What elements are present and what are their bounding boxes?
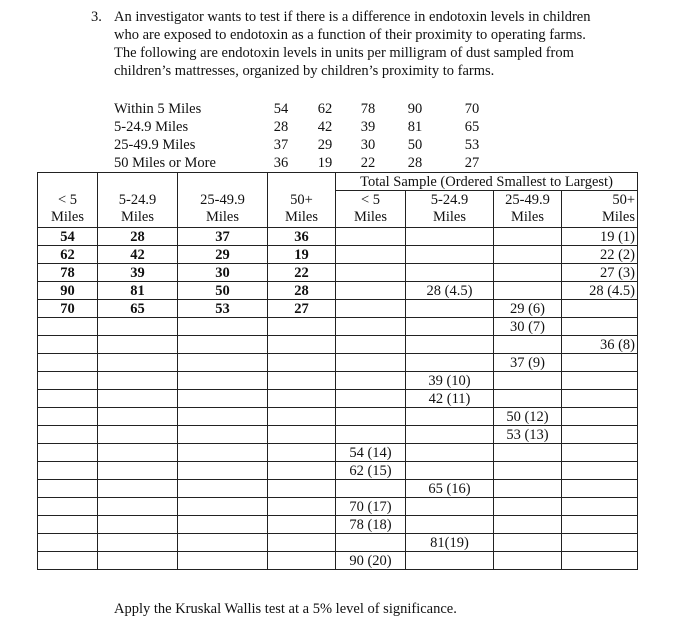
- table-cell: [38, 354, 98, 372]
- table-cell: [336, 318, 406, 336]
- summary-value: 30: [360, 137, 376, 153]
- table-cell: 29 (6): [494, 300, 562, 318]
- table-cell: [98, 552, 178, 570]
- table-cell: 53 (13): [494, 426, 562, 444]
- table-cell: [178, 390, 268, 408]
- table-cell: [268, 372, 336, 390]
- summary-value: 39: [360, 119, 376, 135]
- table-cell: [494, 552, 562, 570]
- table-row: [38, 498, 638, 516]
- table-cell: [38, 408, 98, 426]
- column-header: [98, 191, 178, 228]
- table-cell: [178, 426, 268, 444]
- table-cell: [336, 354, 406, 372]
- header-row: [38, 191, 638, 228]
- table-cell: [98, 516, 178, 534]
- column-header-line: 25-49.9: [200, 191, 245, 208]
- table-cell: [98, 372, 178, 390]
- summary-row-label: 5-24.9 Miles: [114, 119, 189, 135]
- table-cell: [98, 534, 178, 552]
- table-cell: [336, 408, 406, 426]
- table-cell: [38, 498, 98, 516]
- table-cell: [178, 516, 268, 534]
- table-cell: [178, 318, 268, 336]
- column-header-line: < 5: [57, 191, 78, 208]
- column-header-line: 50+: [290, 191, 313, 208]
- column-header: [38, 191, 98, 228]
- table-row: [38, 444, 638, 462]
- table-cell: 29: [178, 246, 268, 264]
- table-cell: [268, 552, 336, 570]
- table-cell: [562, 390, 638, 408]
- table-cell: [336, 246, 406, 264]
- table-cell: 90 (20): [336, 552, 406, 570]
- table-row: [38, 318, 638, 336]
- table-cell: 36 (8): [562, 336, 638, 354]
- question-text: [114, 8, 674, 80]
- summary-value: 70: [464, 101, 480, 117]
- table-cell: 50 (12): [494, 408, 562, 426]
- table-cell: [38, 480, 98, 498]
- table-cell: [494, 228, 562, 246]
- summary-value: 19: [317, 155, 333, 171]
- table-cell: [406, 246, 494, 264]
- table-cell: [406, 408, 494, 426]
- column-header-line: Miles: [120, 208, 155, 225]
- table-cell: 54 (14): [336, 444, 406, 462]
- summary-value: 37: [273, 137, 289, 153]
- table-cell: [562, 354, 638, 372]
- table-cell: [562, 426, 638, 444]
- table-cell: 27 (3): [562, 264, 638, 282]
- table-cell: [178, 462, 268, 480]
- summary-row-label: 50 Miles or More: [114, 155, 216, 171]
- column-header-line: Miles: [50, 208, 85, 225]
- table-cell: [494, 498, 562, 516]
- table-cell: [336, 282, 406, 300]
- table-cell: [562, 462, 638, 480]
- table-cell: [406, 318, 494, 336]
- table-cell: [268, 516, 336, 534]
- table-cell: [494, 390, 562, 408]
- summary-value: 54: [273, 101, 289, 117]
- table-cell: 65: [98, 300, 178, 318]
- table-row: [38, 480, 638, 498]
- column-header: [562, 191, 638, 228]
- column-header-line: Miles: [432, 209, 467, 225]
- table-cell: [406, 300, 494, 318]
- table-cell: [38, 444, 98, 462]
- table-cell: [178, 408, 268, 426]
- table-row: [38, 390, 638, 408]
- summary-value: 90: [407, 101, 423, 117]
- table-cell: [406, 228, 494, 246]
- table-cell: 36: [268, 228, 336, 246]
- summary-row-label: 25-49.9 Miles: [114, 137, 196, 153]
- table-cell: [562, 480, 638, 498]
- table-cell: [494, 516, 562, 534]
- table-row: [38, 282, 638, 300]
- table-cell: 54: [38, 228, 98, 246]
- table-cell: [406, 444, 494, 462]
- table-row: [38, 264, 638, 282]
- column-header-line: 25-49.9: [505, 192, 550, 208]
- table-cell: [406, 336, 494, 354]
- table-cell: [268, 336, 336, 354]
- table-row: [38, 354, 638, 372]
- table-cell: [98, 426, 178, 444]
- table-cell: [494, 534, 562, 552]
- column-header: [178, 191, 268, 228]
- table-cell: [38, 426, 98, 444]
- table-cell: 50: [178, 282, 268, 300]
- header-blank-cell: [178, 173, 268, 191]
- table-cell: [406, 516, 494, 534]
- table-cell: 81: [98, 282, 178, 300]
- table-row: [38, 228, 638, 246]
- question-line: who are exposed to endotoxin as a function of their proximity to operating farms.: [114, 27, 586, 43]
- table-cell: [178, 336, 268, 354]
- column-header-line: Miles: [353, 209, 388, 225]
- table-cell: 30: [178, 264, 268, 282]
- table-cell: [38, 372, 98, 390]
- table-cell: 42 (11): [406, 390, 494, 408]
- table-cell: 90: [38, 282, 98, 300]
- table-cell: [494, 282, 562, 300]
- table-row: [38, 300, 638, 318]
- table-cell: [98, 480, 178, 498]
- table-cell: [268, 480, 336, 498]
- table-cell: 28: [98, 228, 178, 246]
- table-cell: [98, 390, 178, 408]
- table-row: [38, 246, 638, 264]
- column-header: [268, 191, 336, 228]
- table-cell: [178, 552, 268, 570]
- table-row: [38, 552, 638, 570]
- table-cell: [178, 372, 268, 390]
- table-cell: [98, 408, 178, 426]
- summary-value: 28: [273, 119, 289, 135]
- header-blank-cell: [98, 173, 178, 191]
- summary-row-label: Within 5 Miles: [114, 101, 202, 117]
- total-sample-title: Total Sample (Ordered Smallest to Largest): [336, 173, 638, 191]
- summary-value: 50: [407, 137, 423, 153]
- table-cell: [406, 264, 494, 282]
- table-cell: [178, 534, 268, 552]
- summary-value: 27: [464, 155, 480, 171]
- table-row: [38, 336, 638, 354]
- summary-value: 42: [317, 119, 333, 135]
- table-cell: [38, 318, 98, 336]
- table-cell: [494, 444, 562, 462]
- table-cell: [38, 336, 98, 354]
- table-cell: 78 (18): [336, 516, 406, 534]
- table-cell: [98, 318, 178, 336]
- table-cell: [562, 498, 638, 516]
- table-cell: [268, 354, 336, 372]
- table-cell: [38, 534, 98, 552]
- table-cell: 37 (9): [494, 354, 562, 372]
- table-cell: [562, 408, 638, 426]
- instruction-text: Apply the Kruskal Wallis test at a 5% level of significance.: [114, 601, 457, 617]
- table-cell: 27: [268, 300, 336, 318]
- summary-value: 65: [464, 119, 480, 135]
- table-cell: [268, 444, 336, 462]
- table-cell: 28 (4.5): [562, 282, 638, 300]
- table-row: [38, 372, 638, 390]
- table-cell: [98, 336, 178, 354]
- table-cell: [178, 354, 268, 372]
- table-cell: [562, 516, 638, 534]
- table-cell: [494, 336, 562, 354]
- table-cell: [336, 372, 406, 390]
- column-header-line: Miles: [510, 209, 545, 225]
- table-cell: [336, 228, 406, 246]
- table-row: [38, 426, 638, 444]
- column-header: [406, 191, 494, 228]
- table-cell: 19 (1): [562, 228, 638, 246]
- table-row: [38, 462, 638, 480]
- ranking-table: [37, 172, 638, 570]
- table-cell: [562, 318, 638, 336]
- column-header-line: 50+: [612, 192, 635, 208]
- summary-value: 28: [407, 155, 423, 171]
- table-cell: [494, 462, 562, 480]
- column-header: [336, 191, 406, 228]
- column-header-line: Miles: [601, 209, 635, 225]
- column-header-line: < 5: [360, 192, 381, 208]
- table-cell: [268, 534, 336, 552]
- column-header-line: 5-24.9: [118, 191, 157, 208]
- question-line: The following are endotoxin levels in units per milligram of dust sampled from: [114, 45, 574, 61]
- table-cell: [494, 264, 562, 282]
- table-cell: 39: [98, 264, 178, 282]
- table-cell: 30 (7): [494, 318, 562, 336]
- table-cell: [268, 462, 336, 480]
- table-cell: 62: [38, 246, 98, 264]
- header-row-top: [38, 173, 638, 191]
- table-cell: [268, 390, 336, 408]
- summary-value: 22: [360, 155, 376, 171]
- table-cell: [406, 498, 494, 516]
- table-cell: [406, 552, 494, 570]
- summary-value: 53: [464, 137, 480, 153]
- table-cell: [268, 498, 336, 516]
- table-cell: [98, 444, 178, 462]
- table-cell: [98, 462, 178, 480]
- column-header-line: Miles: [284, 208, 319, 225]
- table-cell: [336, 390, 406, 408]
- table-row: [38, 516, 638, 534]
- table-cell: [178, 480, 268, 498]
- table-cell: [562, 444, 638, 462]
- table-cell: [562, 552, 638, 570]
- table-cell: 70: [38, 300, 98, 318]
- table-cell: [336, 264, 406, 282]
- header-blank-cell: [268, 173, 336, 191]
- table-row: [38, 408, 638, 426]
- table-cell: [38, 516, 98, 534]
- table-cell: [562, 300, 638, 318]
- table-cell: 37: [178, 228, 268, 246]
- question-number: 3.: [91, 9, 102, 25]
- table-cell: 28: [268, 282, 336, 300]
- table-cell: [406, 354, 494, 372]
- table-cell: [336, 426, 406, 444]
- table-cell: [98, 498, 178, 516]
- column-header-line: 5-24.9: [430, 192, 469, 208]
- table-cell: [268, 426, 336, 444]
- column-header-line: Miles: [205, 208, 240, 225]
- table-cell: 42: [98, 246, 178, 264]
- table-cell: [406, 426, 494, 444]
- table-cell: [336, 534, 406, 552]
- table-cell: 62 (15): [336, 462, 406, 480]
- column-header: [494, 191, 562, 228]
- table-cell: 53: [178, 300, 268, 318]
- table-cell: 19: [268, 246, 336, 264]
- question-line: An investigator wants to test if there is a difference in endotoxin levels in children: [114, 9, 591, 25]
- table-cell: 39 (10): [406, 372, 494, 390]
- table-cell: [562, 372, 638, 390]
- table-cell: [178, 444, 268, 462]
- table-cell: [38, 462, 98, 480]
- table-cell: [494, 372, 562, 390]
- table-cell: [494, 246, 562, 264]
- table-cell: [494, 480, 562, 498]
- table-cell: [336, 480, 406, 498]
- table-cell: [38, 552, 98, 570]
- table-cell: [406, 462, 494, 480]
- table-cell: 28 (4.5): [406, 282, 494, 300]
- summary-value: 78: [360, 101, 376, 117]
- table-cell: 78: [38, 264, 98, 282]
- table-cell: 70 (17): [336, 498, 406, 516]
- table-cell: [562, 534, 638, 552]
- table-cell: 65 (16): [406, 480, 494, 498]
- table-cell: [268, 318, 336, 336]
- summary-value: 81: [407, 119, 423, 135]
- table-cell: [178, 498, 268, 516]
- summary-value: 62: [317, 101, 333, 117]
- table-cell: [336, 336, 406, 354]
- table-cell: [38, 390, 98, 408]
- table-cell: 22 (2): [562, 246, 638, 264]
- summary-value: 29: [317, 137, 333, 153]
- table-cell: 81(19): [406, 534, 494, 552]
- table-cell: [98, 354, 178, 372]
- table-cell: [336, 300, 406, 318]
- question-line: children’s mattresses, organized by children’s proximity to farms.: [114, 63, 495, 79]
- table-row: [38, 534, 638, 552]
- table-cell: [268, 408, 336, 426]
- table-cell: 22: [268, 264, 336, 282]
- summary-value: 36: [273, 155, 289, 171]
- header-blank-cell: [38, 173, 98, 191]
